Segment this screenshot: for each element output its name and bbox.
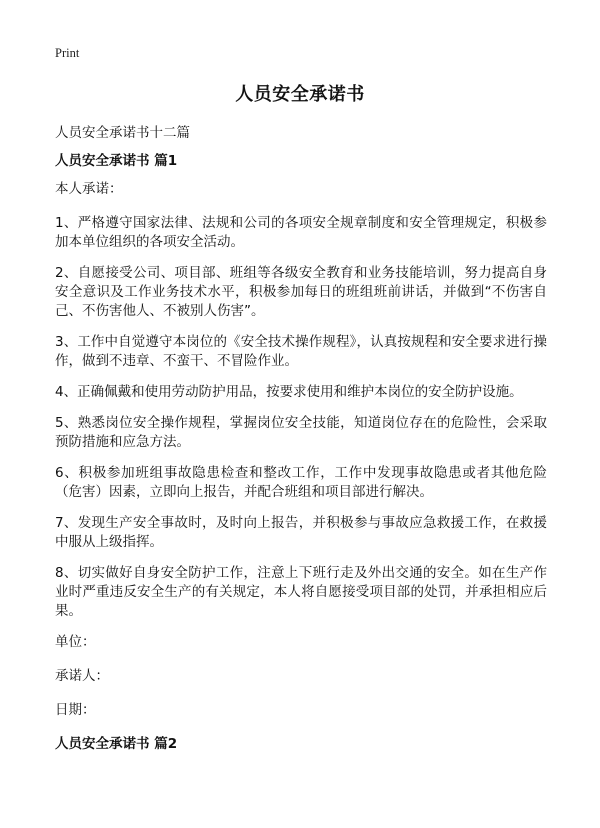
unit-label: 单位： [55,634,96,650]
commitment-item-7: 7、发现生产安全事故时，及时向上报告，并积极参与事故应急救援工作，在救援中服从上级指挥。 [55,515,547,550]
document-subtitle: 人员安全承诺书十二篇 [55,125,190,141]
commitment-item-6: 6、积极参加班组事故隐患检查和整改工作，工作中发现事故隐患或者其他危险（危害）因素，立即向上报告，并配合班组和项目部进行解决。 [55,465,547,500]
date-label: 日期： [55,702,96,718]
commitment-item-2: 2、自愿接受公司、项目部、班组等各级安全教育和业务技能培训，努力提高自身安全意识及工作业务技术水平，积极参加每日的班组班前讲话，并做到“不伤害自己、不伤害他人、不被别人伤害”。 [55,265,547,319]
document-body [55,152,547,753]
section-1-intro: 本人承诺： [55,181,123,197]
section-2-heading: 人员安全承诺书 篇2 [55,736,178,752]
commitment-item-8: 8、切实做好自身安全防护工作，注意上下班行走及外出交通的安全。如在生产作业时严重违反安全生产的有关规定，本人将自愿接受项目部的处罚，并承担相应后果。 [55,565,547,619]
commitment-item-3: 3、工作中自觉遵守本岗位的《安全技术操作规程》，认真按规程和安全要求进行操作，做到不违章、不蛮干、不冒险作业。 [55,334,547,369]
commitment-item-5: 5、熟悉岗位安全操作规程，掌握岗位安全技能，知道岗位存在的危险性，会采取预防措施和应急方法。 [55,415,547,450]
promisor-label: 承诺人： [55,668,109,684]
print-label: Print [55,46,80,60]
document-title: 人员安全承诺书 [235,84,365,105]
section-1-heading: 人员安全承诺书 篇1 [55,153,178,169]
commitment-item-4: 4、正确佩戴和使用劳动防护用品，按要求使用和维护本岗位的安全防护设施。 [55,384,523,400]
commitment-item-1: 1、严格遵守国家法律、法规和公司的各项安全规章制度和安全管理规定，积极参加本单位组织的各项安全活动。 [55,215,547,250]
